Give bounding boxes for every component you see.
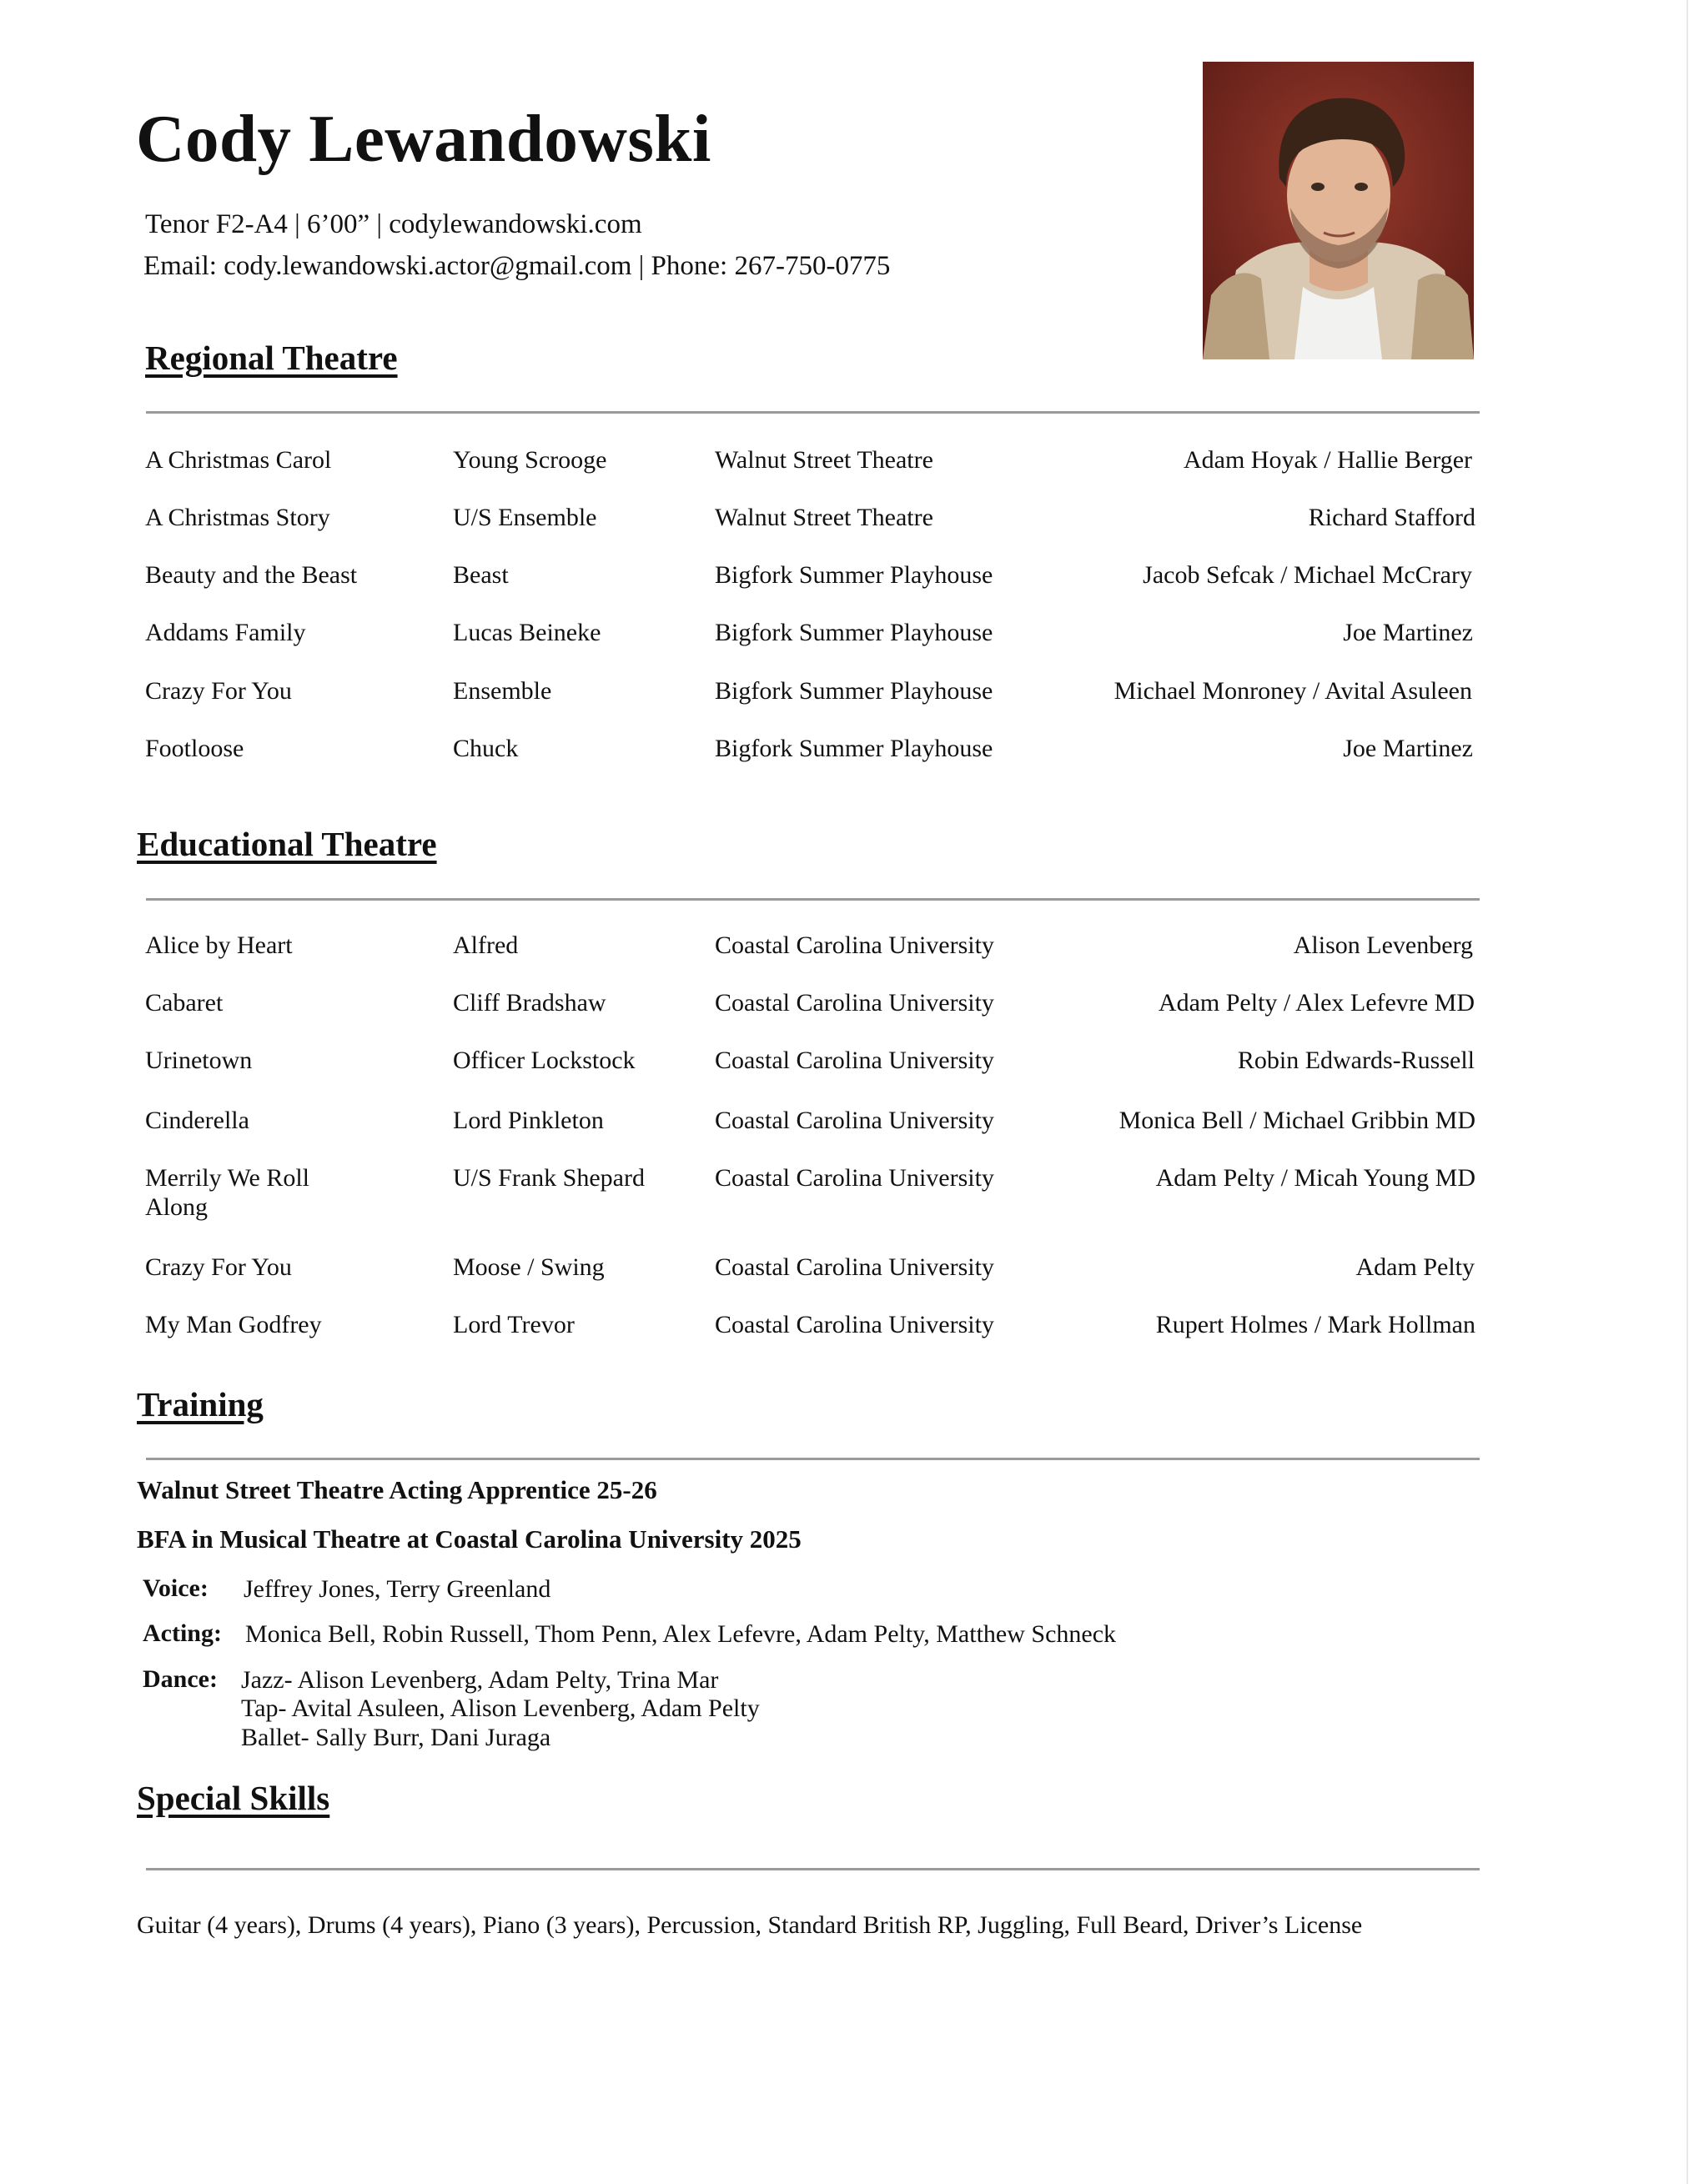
headshot-illustration bbox=[1203, 62, 1474, 359]
training-heading: Training bbox=[137, 1385, 264, 1423]
director: Robin Edwards-Russell bbox=[1237, 1047, 1475, 1074]
show-title: Urinetown bbox=[145, 1047, 253, 1074]
director: Adam Pelty / Alex Lefevre MD bbox=[1158, 989, 1475, 1017]
educational-theatre-heading: Educational Theatre bbox=[137, 825, 437, 863]
venue: Coastal Carolina University bbox=[715, 989, 994, 1017]
special-skills-list: Guitar (4 years), Drums (4 years), Piano (3 years), Percussion, Standard British RP, Juggling, Full Beard, Driver’s License bbox=[137, 1911, 1363, 1939]
show-title: Crazy For You bbox=[145, 677, 292, 705]
acting-teachers: Monica Bell, Robin Russell, Thom Penn, Alex Lefevre, Adam Pelty, Matthew Schneck bbox=[245, 1620, 1117, 1648]
role: Lucas Beineke bbox=[453, 619, 601, 646]
venue: Coastal Carolina University bbox=[715, 1164, 994, 1192]
section-divider bbox=[146, 898, 1480, 901]
director: Adam Hoyak / Hallie Berger bbox=[1183, 446, 1472, 474]
venue: Bigfork Summer Playhouse bbox=[715, 561, 993, 589]
dance-ballet: Ballet- Sally Burr, Dani Juraga bbox=[241, 1724, 551, 1751]
show-title: Addams Family bbox=[145, 619, 306, 646]
role: Chuck bbox=[453, 735, 519, 762]
venue: Coastal Carolina University bbox=[715, 931, 994, 959]
role: Moose / Swing bbox=[453, 1253, 605, 1281]
show-title: Cinderella bbox=[145, 1107, 249, 1134]
director: Joe Martinez bbox=[1343, 735, 1473, 762]
director: Joe Martinez bbox=[1343, 619, 1473, 646]
venue: Bigfork Summer Playhouse bbox=[715, 677, 993, 705]
venue: Bigfork Summer Playhouse bbox=[715, 735, 993, 762]
section-divider bbox=[146, 1868, 1480, 1870]
show-title: My Man Godfrey bbox=[145, 1311, 322, 1338]
headshot-photo bbox=[1203, 62, 1474, 359]
venue: Coastal Carolina University bbox=[715, 1253, 994, 1281]
venue: Walnut Street Theatre bbox=[715, 446, 933, 474]
voice-label: Voice: bbox=[143, 1574, 209, 1602]
role: Young Scrooge bbox=[453, 446, 607, 474]
show-title: Cabaret bbox=[145, 989, 224, 1017]
role: Beast bbox=[453, 561, 509, 589]
vital-stats: Tenor F2-A4 | 6’00” | codylewandowski.com bbox=[145, 209, 642, 239]
voice-teachers: Jeffrey Jones, Terry Greenland bbox=[244, 1575, 551, 1603]
training-apprentice: Walnut Street Theatre Acting Apprentice 25-26 bbox=[137, 1475, 657, 1504]
special-skills-heading: Special Skills bbox=[137, 1779, 330, 1817]
acting-label: Acting: bbox=[143, 1619, 222, 1647]
director: Rupert Holmes / Mark Hollman bbox=[1155, 1311, 1475, 1338]
venue: Coastal Carolina University bbox=[715, 1047, 994, 1074]
director: Richard Stafford bbox=[1308, 504, 1475, 531]
role: U/S Frank Shepard bbox=[453, 1164, 645, 1192]
role: Cliff Bradshaw bbox=[453, 989, 606, 1017]
contact-info: Email: cody.lewandowski.actor@gmail.com | Phone: 267-750-0775 bbox=[143, 251, 891, 281]
dance-label: Dance: bbox=[143, 1665, 218, 1693]
role: Lord Pinkleton bbox=[453, 1107, 604, 1134]
dance-tap: Tap- Avital Asuleen, Alison Levenberg, Adam Pelty bbox=[241, 1694, 760, 1722]
role: Ensemble bbox=[453, 677, 552, 705]
director: Adam Pelty / Micah Young MD bbox=[1155, 1164, 1475, 1192]
show-title: Crazy For You bbox=[145, 1253, 292, 1281]
director: Jacob Sefcak / Michael McCrary bbox=[1143, 561, 1472, 589]
regional-theatre-heading: Regional Theatre bbox=[145, 339, 398, 377]
show-title: Beauty and the Beast bbox=[145, 561, 358, 589]
show-title: A Christmas Story bbox=[145, 504, 330, 531]
director: Monica Bell / Michael Gribbin MD bbox=[1118, 1107, 1475, 1134]
role: Lord Trevor bbox=[453, 1311, 575, 1338]
actor-name: Cody Lewandowski bbox=[136, 101, 711, 176]
role: Alfred bbox=[453, 931, 519, 959]
show-title: Footloose bbox=[145, 735, 244, 762]
venue: Bigfork Summer Playhouse bbox=[715, 619, 993, 646]
director: Alison Levenberg bbox=[1293, 931, 1473, 959]
dance-jazz: Jazz- Alison Levenberg, Adam Pelty, Trina Mar bbox=[241, 1666, 719, 1694]
role: U/S Ensemble bbox=[453, 504, 597, 531]
role: Officer Lockstock bbox=[453, 1047, 636, 1074]
director: Michael Monroney / Avital Asuleen bbox=[1113, 677, 1472, 705]
section-divider bbox=[146, 1458, 1480, 1460]
show-title: A Christmas Carol bbox=[145, 446, 332, 474]
show-title: Alice by Heart bbox=[145, 931, 293, 959]
director: Adam Pelty bbox=[1355, 1253, 1475, 1281]
show-title-continued: Along bbox=[145, 1193, 208, 1221]
page-edge bbox=[1686, 0, 1688, 2184]
training-degree: BFA in Musical Theatre at Coastal Carolina University 2025 bbox=[137, 1524, 802, 1554]
venue: Coastal Carolina University bbox=[715, 1107, 994, 1134]
section-divider bbox=[146, 411, 1480, 414]
venue: Coastal Carolina University bbox=[715, 1311, 994, 1338]
show-title: Merrily We Roll bbox=[145, 1164, 310, 1192]
venue: Walnut Street Theatre bbox=[715, 504, 933, 531]
